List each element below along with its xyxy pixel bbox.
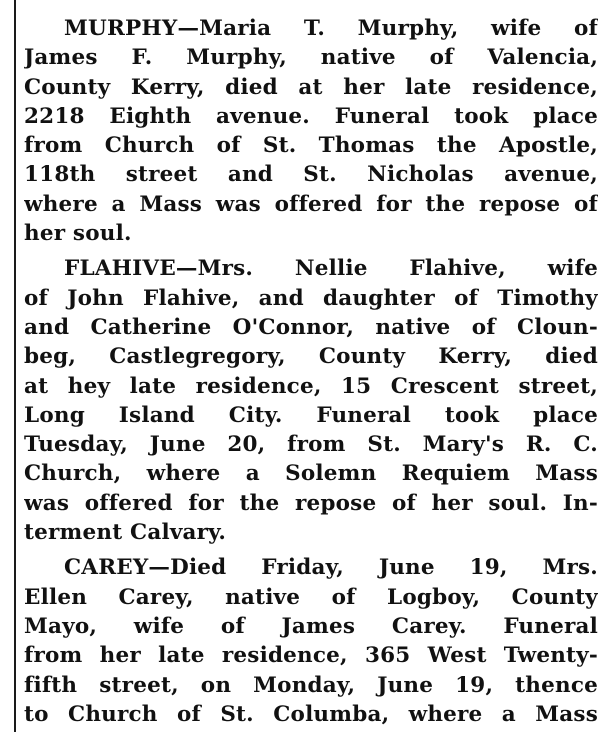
notice-line: beg, Castlegregory, County Kerry, died <box>24 344 598 370</box>
obituary-flahive <box>24 254 598 547</box>
obituary-column <box>24 14 598 732</box>
notice-line: Mayo, wife of James Carey. Funeral <box>24 613 598 639</box>
notice-line: at hey late residence, 15 Crescent street, <box>24 373 598 399</box>
notice-line: Church, where a Solemn Requiem Mass <box>24 461 598 487</box>
notice-line: from Church of St. Thomas the Apostle, <box>24 133 598 159</box>
notice-line: FLAHIVE—Mrs. Nellie Flahive, wife <box>64 256 598 282</box>
notice-line: James F. Murphy, native of Valencia, <box>24 45 598 71</box>
notice-line: where a Mass was offered for the repose of <box>24 191 598 217</box>
notice-line: fifth street, on Monday, June 19, thence <box>24 672 598 698</box>
obituary-carey <box>24 553 598 729</box>
notice-line: to Church of St. Columba, where a Mass <box>24 701 598 727</box>
notice-line: 2218 Eighth avenue. Funeral took place <box>24 103 598 129</box>
notice-line: her soul. <box>24 221 132 247</box>
notice-line: and Catherine O'Connor, native of Cloun- <box>24 314 598 340</box>
notice-line: Long Island City. Funeral took place <box>24 402 598 428</box>
notice-line: from her late residence, 365 West Twenty- <box>24 643 598 669</box>
notice-line: was offered for the repose of her soul. In- <box>24 490 598 516</box>
notice-line: County Kerry, died at her late residence, <box>24 74 598 100</box>
notice-line: Tuesday, June 20, from St. Mary's R. C. <box>24 432 598 458</box>
notice-line: MURPHY—Maria T. Murphy, wife of <box>64 16 598 41</box>
obituary-murphy <box>24 14 598 248</box>
notice-line: terment Calvary. <box>24 520 227 546</box>
notice-line: 118th street and St. Nicholas avenue, <box>24 162 598 188</box>
notice-line: of John Flahive, and daughter of Timothy <box>24 285 598 311</box>
notice-line: Ellen Carey, native of Logboy, County <box>24 584 598 610</box>
notice-line: CAREY—Died Friday, June 19, Mrs. <box>64 555 598 581</box>
column-rule <box>14 0 16 732</box>
